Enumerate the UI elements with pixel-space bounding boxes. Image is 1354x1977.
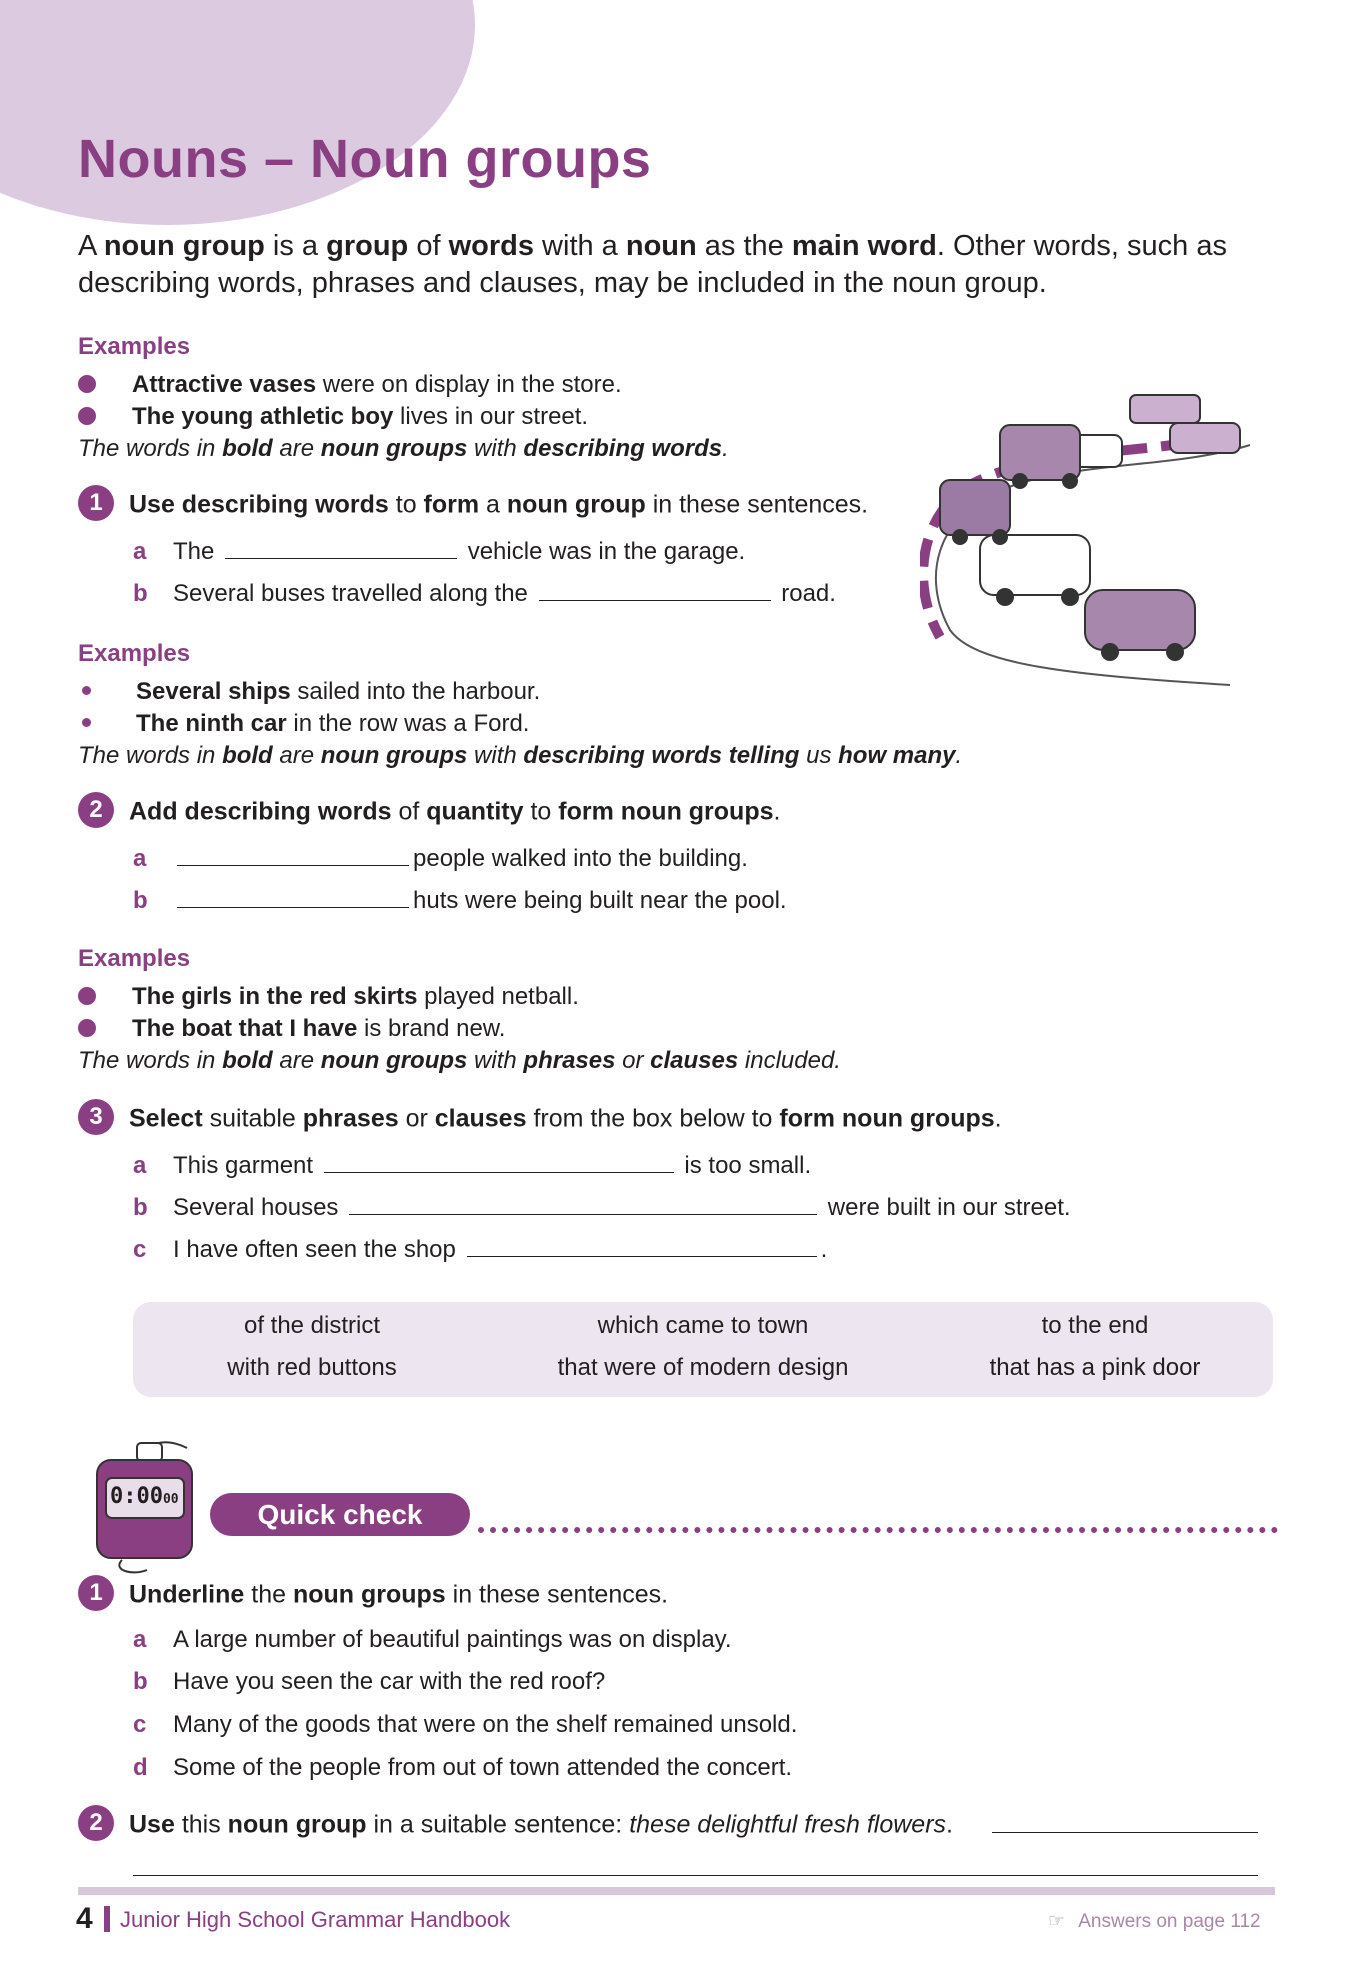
question-number-badge: 3 [78, 1099, 114, 1135]
question-item: b Several houses were built in our street. [133, 1194, 1071, 1221]
example-note: The words in bold are noun groups with describing words telling us how many. [78, 742, 963, 769]
answer-line[interactable] [992, 1832, 1258, 1833]
example-line: The girls in the red skirts played netball. [78, 983, 579, 1011]
page-title: Nouns – Noun groups [78, 129, 652, 189]
question-item: a This garment is too small. [133, 1152, 812, 1179]
intro-paragraph: A noun group is a group of words with a noun as the main word. Other words, such as describing words, phrases and clauses, may be included in the noun group. [78, 230, 1227, 299]
quick-check-label: Quick check [210, 1493, 470, 1536]
header-decoration [0, 0, 475, 225]
book-title: Junior High School Grammar Handbook [120, 1907, 511, 1932]
bullet-icon [82, 686, 91, 695]
question-2: 2 Add describing words of quantity to form noun groups. [78, 795, 780, 831]
question-1: 1 Use describing words to form a noun group in these sentences. [78, 488, 868, 524]
example-line: The ninth car in the row was a Ford. [78, 710, 529, 738]
answer-blank[interactable] [324, 1150, 674, 1173]
examples-heading-2: Examples [78, 640, 191, 667]
answer-blank[interactable] [539, 578, 771, 601]
phrase-option: that were of modern design [557, 1354, 849, 1381]
question-item: a A large number of beautiful paintings was on display. [133, 1626, 732, 1653]
bullet-icon [78, 407, 96, 425]
bullet-icon [78, 1019, 96, 1037]
question-item: a people walked into the building. [133, 845, 748, 872]
phrase-option: of the district [243, 1312, 381, 1339]
question-item: b Several buses travelled along the road. [133, 580, 836, 607]
phrase-option: that has a pink door [989, 1354, 1201, 1381]
question-item: d Some of the people from out of town attended the concert. [133, 1754, 793, 1781]
answer-blank[interactable] [349, 1192, 817, 1215]
question-item: b huts were being built near the pool. [133, 887, 787, 914]
example-line: The boat that I have is brand new. [78, 1015, 505, 1043]
question-number-badge: 1 [78, 485, 114, 521]
question-number-badge: 2 [78, 792, 114, 828]
page-number: 4 [76, 1902, 93, 1935]
phrase-option: with red buttons [227, 1354, 397, 1381]
answers-reference: ☞ Answers on page 112 [1048, 1911, 1261, 1932]
phrase-option: which came to town [597, 1312, 809, 1339]
question-item: c I have often seen the shop . [133, 1236, 828, 1263]
dotted-divider [478, 1527, 1278, 1533]
question-item: c Many of the goods that were on the shelf remained unsold. [133, 1711, 798, 1738]
bullet-icon [78, 375, 96, 393]
question-item: a The vehicle was in the garage. [133, 538, 746, 565]
bullet-icon [78, 987, 96, 1005]
question-number-badge: 2 [78, 1805, 114, 1841]
example-line: Several ships sailed into the harbour. [78, 678, 540, 706]
question-3: 3 Select suitable phrases or clauses from the box below to form noun groups. [78, 1102, 1002, 1138]
example-line: Attractive vases were on display in the store. [78, 371, 622, 399]
traffic-jam-illustration [920, 375, 1260, 695]
footer-band [78, 1887, 1275, 1895]
pointing-hand-icon: ☞ [1048, 1911, 1066, 1932]
bullet-icon [82, 718, 91, 727]
question-item: b Have you seen the car with the red roof? [133, 1668, 606, 1695]
timer-readout: 0:00 [110, 1484, 163, 1509]
timer-readout-small: 00 [162, 1492, 179, 1507]
answer-blank[interactable] [177, 843, 409, 866]
example-note: The words in bold are noun groups with describing words. [78, 435, 729, 462]
answer-blank[interactable] [225, 536, 457, 559]
question-number-badge: 1 [78, 1575, 114, 1611]
stopwatch-icon [92, 1438, 202, 1578]
answer-blank[interactable] [467, 1234, 817, 1257]
quick-check-question-2: 2 Use this noun group in a suitable sentence: these delightful fresh flowers. [78, 1808, 953, 1844]
answer-line[interactable] [133, 1875, 1258, 1876]
examples-heading-3: Examples [78, 945, 191, 972]
example-note: The words in bold are noun groups with phrases or clauses included. [78, 1047, 841, 1074]
example-line: The young athletic boy lives in our street. [78, 403, 588, 431]
footer-divider [104, 1906, 110, 1932]
phrase-option: to the end [1041, 1312, 1149, 1339]
quick-check-question-1: 1 Underline the noun groups in these sentences. [78, 1578, 668, 1614]
examples-heading-1: Examples [78, 333, 191, 360]
answer-blank[interactable] [177, 885, 409, 908]
